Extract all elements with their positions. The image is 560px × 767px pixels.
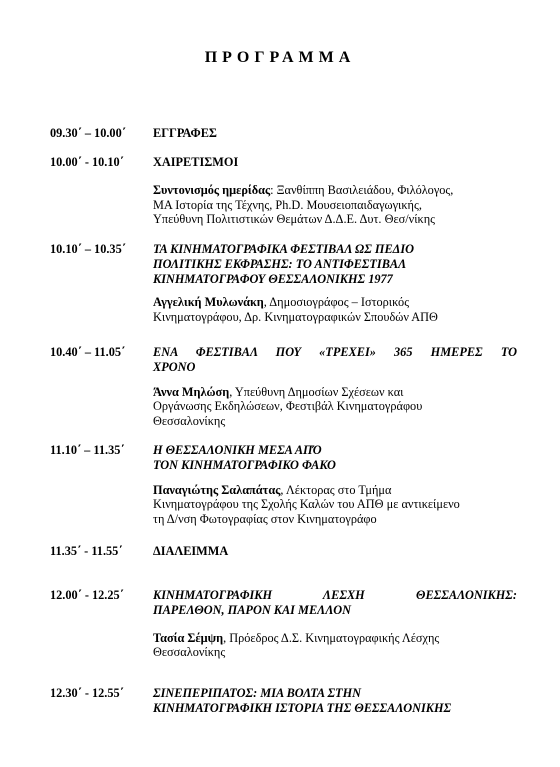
session-title-line: ΕΓΓΡΑΦΕΣ bbox=[153, 126, 217, 140]
session-time: 10.40΄ – 11.05΄ bbox=[50, 345, 126, 359]
session-title-line: ΚΙΝΗΜΑΤΟΓΡΑΦΙΚΗ ΙΣΤΟΡΙΑ ΤΗΣ ΘΕΣΣΑΛΟΝΙΚΗΣ bbox=[153, 700, 452, 715]
session-time: 11.10΄ – 11.35΄ bbox=[50, 443, 125, 457]
session-title bbox=[153, 544, 517, 559]
session-speaker bbox=[153, 183, 517, 227]
session-title bbox=[153, 242, 517, 286]
speaker-name: Συντονισμός ημερίδας bbox=[153, 182, 271, 197]
session-speaker bbox=[153, 631, 517, 661]
session-speaker bbox=[153, 295, 517, 325]
session-title-line: ΠΟΛΙΤΙΚΗΣ ΕΚΦΡΑΣΗΣ: ΤΟ ΑΝΤΙΦΕΣΤΙΒΑΛ bbox=[153, 256, 407, 271]
session-title bbox=[153, 126, 517, 141]
speaker-name: Άννα Μηλώση bbox=[153, 384, 230, 399]
speaker-description: Θεσσαλονίκης bbox=[153, 414, 226, 429]
speaker-description: , Λέκτορας στο Τμήμα bbox=[280, 482, 392, 497]
session-title-line: ΔΙΑΛΕΙΜΜΑ bbox=[153, 544, 229, 558]
session-title bbox=[153, 155, 517, 170]
session-time: 11.35΄ - 11.55΄ bbox=[50, 544, 123, 558]
session-title-line: ΤΟΝ ΚΙΝΗΜΑΤΟΓΡΑΦΙΚΟ ΦΑΚΟ bbox=[153, 457, 336, 472]
session-speaker bbox=[153, 385, 517, 429]
speaker-description: Θεσσαλονίκης bbox=[153, 645, 226, 660]
session-welcome bbox=[50, 155, 520, 227]
speaker-description: Οργάνωσης Εκδηλώσεων, Φεστιβάλ Κινηματογράφου bbox=[153, 399, 423, 414]
session-time: 12.30΄ - 12.55΄ bbox=[50, 686, 124, 700]
session-title bbox=[153, 686, 517, 716]
session-title-line: ΧΑΙΡΕΤΙΣΜΟΙ bbox=[153, 155, 239, 169]
session-title-line: Η ΘΕΣΣΑΛΟΝΙΚΗ ΜΕΣΑ ΑΠΌ bbox=[153, 443, 322, 457]
speaker-description: Υπεύθυνη Πολιτιστικών Θεμάτων Δ.Δ.Ε. Δυτ. Θεσ/νίκης bbox=[153, 212, 436, 227]
session-title-line: ΚΙΝΗΜΑΤΟΓΡΑΦΟΥ ΘΕΣΣΑΛΟΝΙΚΗΣ 1977 bbox=[153, 271, 393, 286]
session-film-club bbox=[50, 588, 520, 660]
session-time: 10.10΄ – 10.35΄ bbox=[50, 242, 126, 256]
session-time: 12.00΄ - 12.25΄ bbox=[50, 588, 124, 602]
speaker-description: τη Δ/νση Φωτογραφίας στον Κινηματογράφο bbox=[153, 512, 377, 527]
session-title-line: ΧΡΟΝΟ bbox=[153, 359, 196, 374]
speaker-description: : Ξανθίππη Βασιλειάδου, Φιλόλογος, bbox=[270, 182, 454, 197]
session-cine-walk bbox=[50, 686, 520, 716]
speaker-description: , Δημοσιογράφος – Ιστορικός bbox=[263, 295, 410, 310]
session-title-line: ΕΝΑ ΦΕΣΤΙΒΑΛ ΠΟΥ «ΤΡΕΧΕΙ» 365 ΗΜΕΡΕΣ ΤΟ bbox=[153, 345, 517, 359]
speaker-description: , Υπεύθυνη Δημοσίων Σχέσεων και bbox=[229, 384, 404, 399]
speaker-description: ΜΑ Ιστορία της Τέχνης, Ph.D. Μουσειοπαιδαγωγικής, bbox=[153, 197, 422, 212]
session-time: 09.30΄ – 10.00΄ bbox=[50, 126, 126, 140]
session-speaker bbox=[153, 483, 517, 527]
speaker-description: , Πρόεδρος Δ.Σ. Κινηματογραφικής Λέσχης bbox=[223, 630, 440, 645]
session-cinematic-lens bbox=[50, 443, 520, 527]
session-title-line: ΚΙΝΗΜΑΤΟΓΡΑΦΙΚΗ ΛΕΣΧΗ ΘΕΣΣΑΛΟΝΙΚΗΣ: bbox=[153, 588, 517, 602]
session-title bbox=[153, 443, 517, 473]
session-festival-365 bbox=[50, 345, 520, 429]
session-title-line: ΣΙΝΕΠΕΡΙΠΑΤΟΣ: ΜΙΑ ΒΟΛΤΑ ΣΤΗΝ bbox=[153, 686, 362, 700]
session-title-line: ΤΑ ΚΙΝΗΜΑΤΟΓΡΑΦΙΚΑ ΦΕΣΤΙΒΑΛ ΩΣ ΠΕΔΙΟ bbox=[153, 242, 415, 256]
speaker-name: Αγγελική Μυλωνάκη bbox=[153, 295, 264, 310]
session-registration bbox=[50, 126, 520, 141]
session-title bbox=[153, 588, 517, 618]
session-film-festivals bbox=[50, 242, 520, 325]
session-time: 10.00΄ - 10.10΄ bbox=[50, 155, 124, 169]
session-title bbox=[153, 345, 517, 375]
speaker-name: Τασία Σέμψη bbox=[153, 630, 224, 645]
speaker-description: Κινηματογράφου, Δρ. Κινηματογραφικών Σπουδών ΑΠΘ bbox=[153, 310, 438, 325]
speaker-name: Παναγιώτης Σαλαπάτας bbox=[153, 482, 281, 497]
session-break bbox=[50, 544, 520, 559]
page-title: ΠΡΟΓΡΑΜΜΑ bbox=[204, 49, 356, 66]
session-title-line: ΠΑΡΕΛΘΟΝ, ΠΑΡΟΝ ΚΑΙ ΜΕΛΛΟΝ bbox=[153, 602, 352, 617]
speaker-description: Κινηματογράφου της Σχολής Καλών του ΑΠΘ με αντικείμενο bbox=[153, 497, 460, 512]
